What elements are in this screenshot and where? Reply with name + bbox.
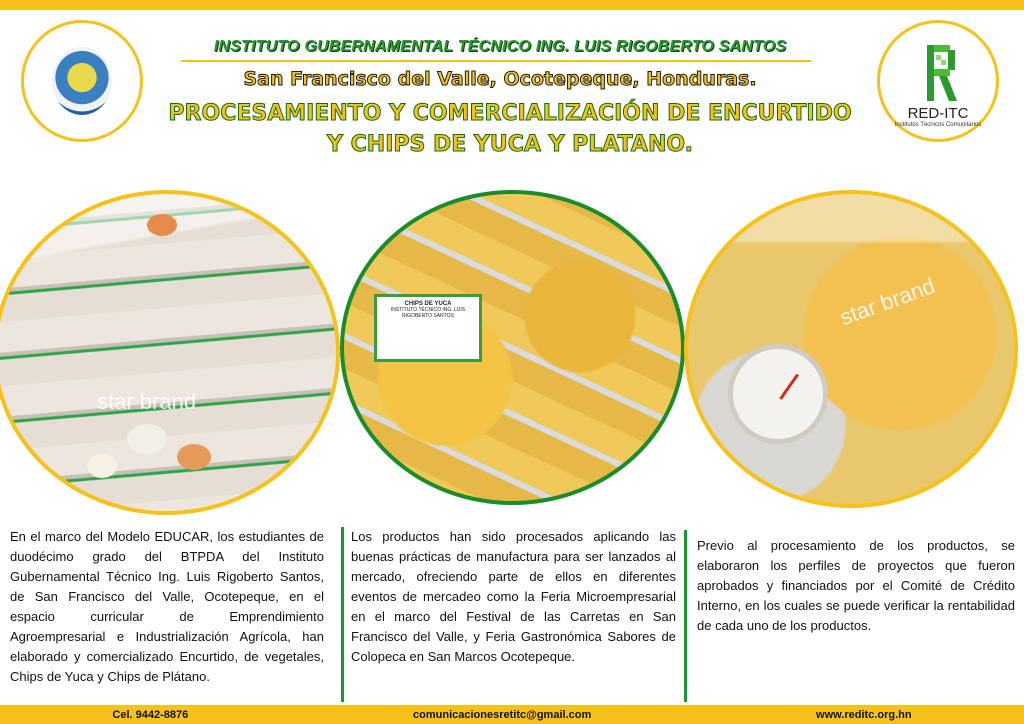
product-label-title: CHIPS DE YUCA	[404, 301, 452, 307]
title-line-2: Y CHIPS DE YUCA Y PLATANO.	[327, 132, 693, 157]
footer-website[interactable]: www.reditc.org.hn	[816, 708, 912, 721]
photo-pickles	[0, 190, 340, 515]
red-itc-r-icon	[927, 45, 957, 101]
vegetable-chunk	[177, 444, 211, 470]
institute-underline	[181, 60, 811, 62]
product-label-subtitle: INSTITUTO TÉCNICO ING. LUIS RIGOBERTO SANTOS	[390, 307, 466, 319]
photo-yuca-chips	[340, 190, 685, 505]
scale-needle	[779, 374, 799, 400]
red-itc-logo	[877, 20, 999, 142]
column-divider-1	[341, 527, 344, 702]
footer-email[interactable]: comunicacionesretitc@gmail.com	[413, 708, 592, 721]
kitchen-scale	[728, 344, 828, 444]
photo-plantain-chips	[684, 190, 1018, 508]
institute-crest-icon	[52, 47, 112, 115]
body-column-3: Previo al procesamiento de los productos, se elaboraron los perfiles de proyectos que fueron aprobados y financiados por el Comité de Crédito Interno, en los cuales se puede verificar la rentabilidad de cada uno de los productos.	[697, 538, 1015, 633]
page-title	[140, 98, 880, 160]
red-itc-name: RED-ITC	[907, 105, 969, 122]
container-brand-mark: star brand	[836, 272, 939, 331]
footer-phone: Cel. 9442-8876	[112, 708, 189, 721]
top-accent-bar	[0, 0, 1024, 10]
title-line-1: PROCESAMIENTO Y COMERCIALIZACIÓN DE ENCURTIDO	[168, 101, 852, 126]
red-itc-subtitle: Institutos Técnicos Comunitarios	[894, 122, 982, 128]
vegetable-chunk	[127, 424, 167, 454]
body-column-1: En el marco del Modelo EDUCAR, los estudiantes de duodécimo grado del BTPDA del Instituto Gubernamental Técnico Ing. Luis Rigoberto Santos, de San Francisco del Valle, Ocotepeque, en el espacio curricular de Emprendimiento Agroempresarial e Industrialización Agrícola, han elaborado y comercializado Encurtido, de vegetales, Chips de Yuca y Chips de Plátano.	[10, 529, 324, 684]
vegetable-chunk	[87, 454, 117, 478]
vegetable-chunk	[147, 214, 177, 236]
product-label	[374, 294, 482, 362]
bag-brand-mark: star brand	[97, 389, 197, 414]
institute-name: INSTITUTO GUBERNAMENTAL TÉCNICO ING. LUIS RIGOBERTO SANTOS	[213, 38, 787, 55]
institute-logo	[21, 20, 143, 142]
location-line: San Francisco del Valle, Ocotepeque, Honduras.	[243, 68, 757, 90]
body-column-2: Los productos han sido procesados aplicando las buenas prácticas de manufactura para ser lanzados al mercado, ofreciendo parte de ellos en diferentes eventos de mercadeo como la Feria Microempresarial en el marco del Festival de las Carretas en San Francisco del Valle, y Feria Gastronómica Sabores de Colopeca en San Marcos Ocotepeque.	[351, 529, 676, 664]
column-divider-2	[684, 530, 687, 702]
footer-bar	[0, 705, 1024, 724]
